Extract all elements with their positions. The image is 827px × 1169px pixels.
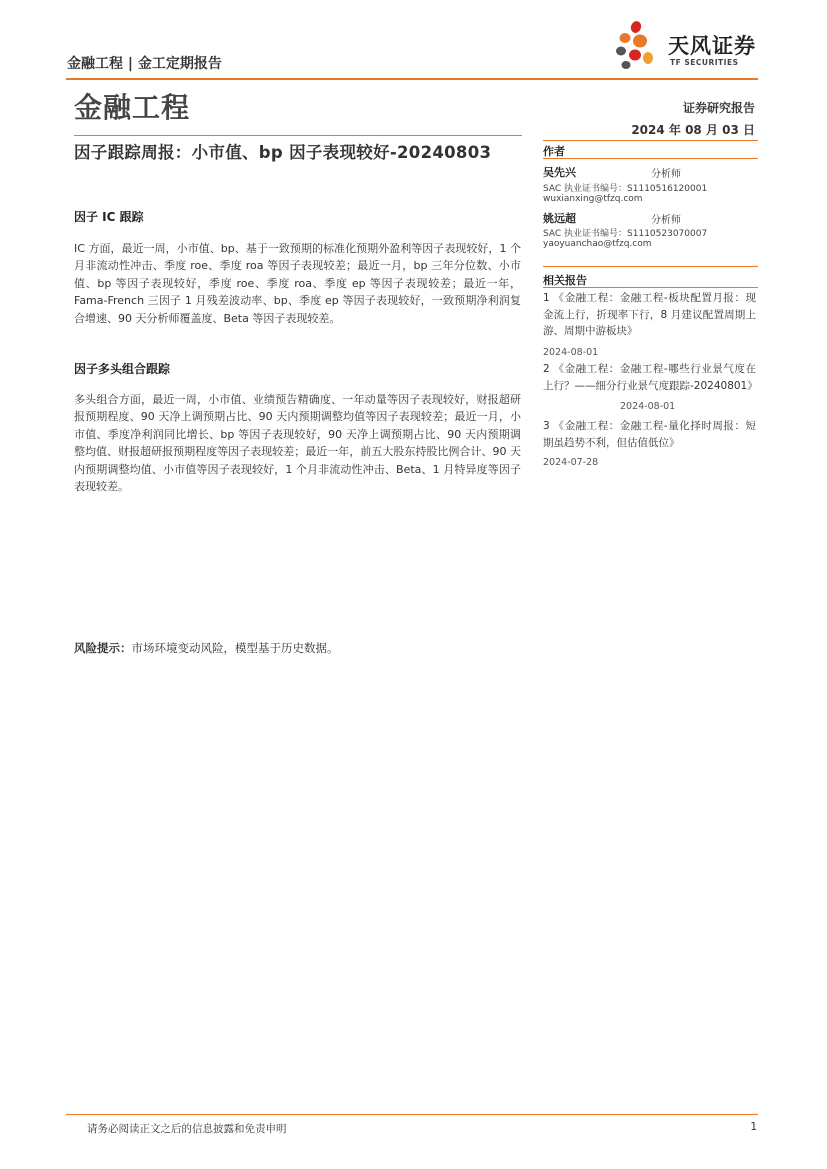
authors-heading: 作者 <box>543 145 565 158</box>
section-heading-ic: 因子 IC 跟踪 <box>74 210 144 224</box>
header-divider <box>66 78 758 80</box>
author-cert: SAC 执业证书编号：S1110523070007 <box>543 229 708 239</box>
risk-warning <box>74 640 339 656</box>
related-report-item[interactable]: 3 《金融工程：金融工程-量化择时周报：短期虽趋势不利，但估值低位》 <box>543 420 756 449</box>
risk-label: 风险提示： <box>74 641 132 655</box>
logo-text-en: TF SECURITIES <box>670 58 739 67</box>
company-logo <box>610 20 770 72</box>
logo-mark-icon <box>610 20 666 72</box>
footer-divider <box>66 1114 758 1115</box>
logo-text-cn: 天风证券 <box>668 34 756 58</box>
authors-divider <box>543 158 758 159</box>
related-divider-top <box>543 266 758 267</box>
related-divider <box>543 287 758 288</box>
author-email[interactable]: wuxianxing@tfzq.com <box>543 194 643 204</box>
related-reports-heading: 相关报告 <box>543 274 587 287</box>
related-report-date: 2024-08-01 <box>543 347 599 358</box>
author-role: 分析师 <box>651 215 681 226</box>
author-name: 姚远超 <box>543 212 576 225</box>
author-name: 吴先兴 <box>543 166 576 179</box>
header-category: 金融工程 | 金工定期报告 <box>67 56 222 72</box>
report-date: 2024 年 08 月 03 日 <box>631 123 755 137</box>
report-type: 证券研究报告 <box>682 101 755 115</box>
title-divider <box>74 135 522 136</box>
section-heading-long-portfolio: 因子多头组合跟踪 <box>74 362 171 376</box>
page-number: 1 <box>750 1121 757 1133</box>
related-report-item[interactable]: 1 《金融工程：金融工程-板块配置月报：现金流上行，折现率下行，8 月建议配置周期上游、周期中游板块》 <box>543 292 756 337</box>
risk-text: 市场环境变动风险，模型基于历史数据。 <box>131 641 339 655</box>
section-body-long-portfolio: 多头组合方面，最近一周，小市值、业绩预告精确度、一年动量等因子表现较好，财报超研报预期程度、90 天净上调预期占比、90 天内预期调整均值等因子表现较差；最近一月，小市值、季度净利润同比增长、bp 等因子表现较好，90 天净上调预期占比、90 天内预期调整均值、财报超研报预期程度等因子表现较差；最近一年，前五大股东持股比例合计、90 天内预期调整均值、小市值等因子表现较好，1 个月非流动性冲击、Beta、1 月特异度等因子表现较差。 <box>74 393 521 494</box>
section-body-ic: IC 方面，最近一周，小市值、bp、基于一致预期的标准化预期外盈利等因子表现较好，1 个月非流动性冲击、季度 roe、季度 roa 等因子表现较差；最近一月，bp 三年分位数、小市值、bp 等因子表现较好，季度 roe、季度 roa、季度 ep 等因子表现较差；最近一年，Fama-French 三因子 1 月残差波动率、bp、季度 ep 等因子表现较好，一致预期净利润复合增速、90 天分析师覆盖度、Beta 等因子表现较差。 <box>74 242 521 325</box>
footer-disclaimer: 请务必阅读正文之后的信息披露和免责申明 <box>87 1123 287 1135</box>
related-report-date: 2024-08-01 <box>620 401 676 412</box>
author-role: 分析师 <box>651 169 681 180</box>
main-title: 因子跟踪周报：小市值、bp 因子表现较好-20240803 <box>74 143 492 162</box>
author-cert: SAC 执业证书编号：S1110516120001 <box>543 184 708 194</box>
author-email[interactable]: yaoyuanchao@tfzq.com <box>543 239 652 249</box>
sidebar-divider-top <box>543 140 758 141</box>
related-report-date: 2024-07-28 <box>543 457 599 468</box>
section-big-title: 金融工程 <box>74 91 191 124</box>
related-report-item[interactable]: 2 《金融工程：金融工程-哪些行业景气度在上行？——细分行业景气度跟踪-20240801》 <box>543 363 758 392</box>
